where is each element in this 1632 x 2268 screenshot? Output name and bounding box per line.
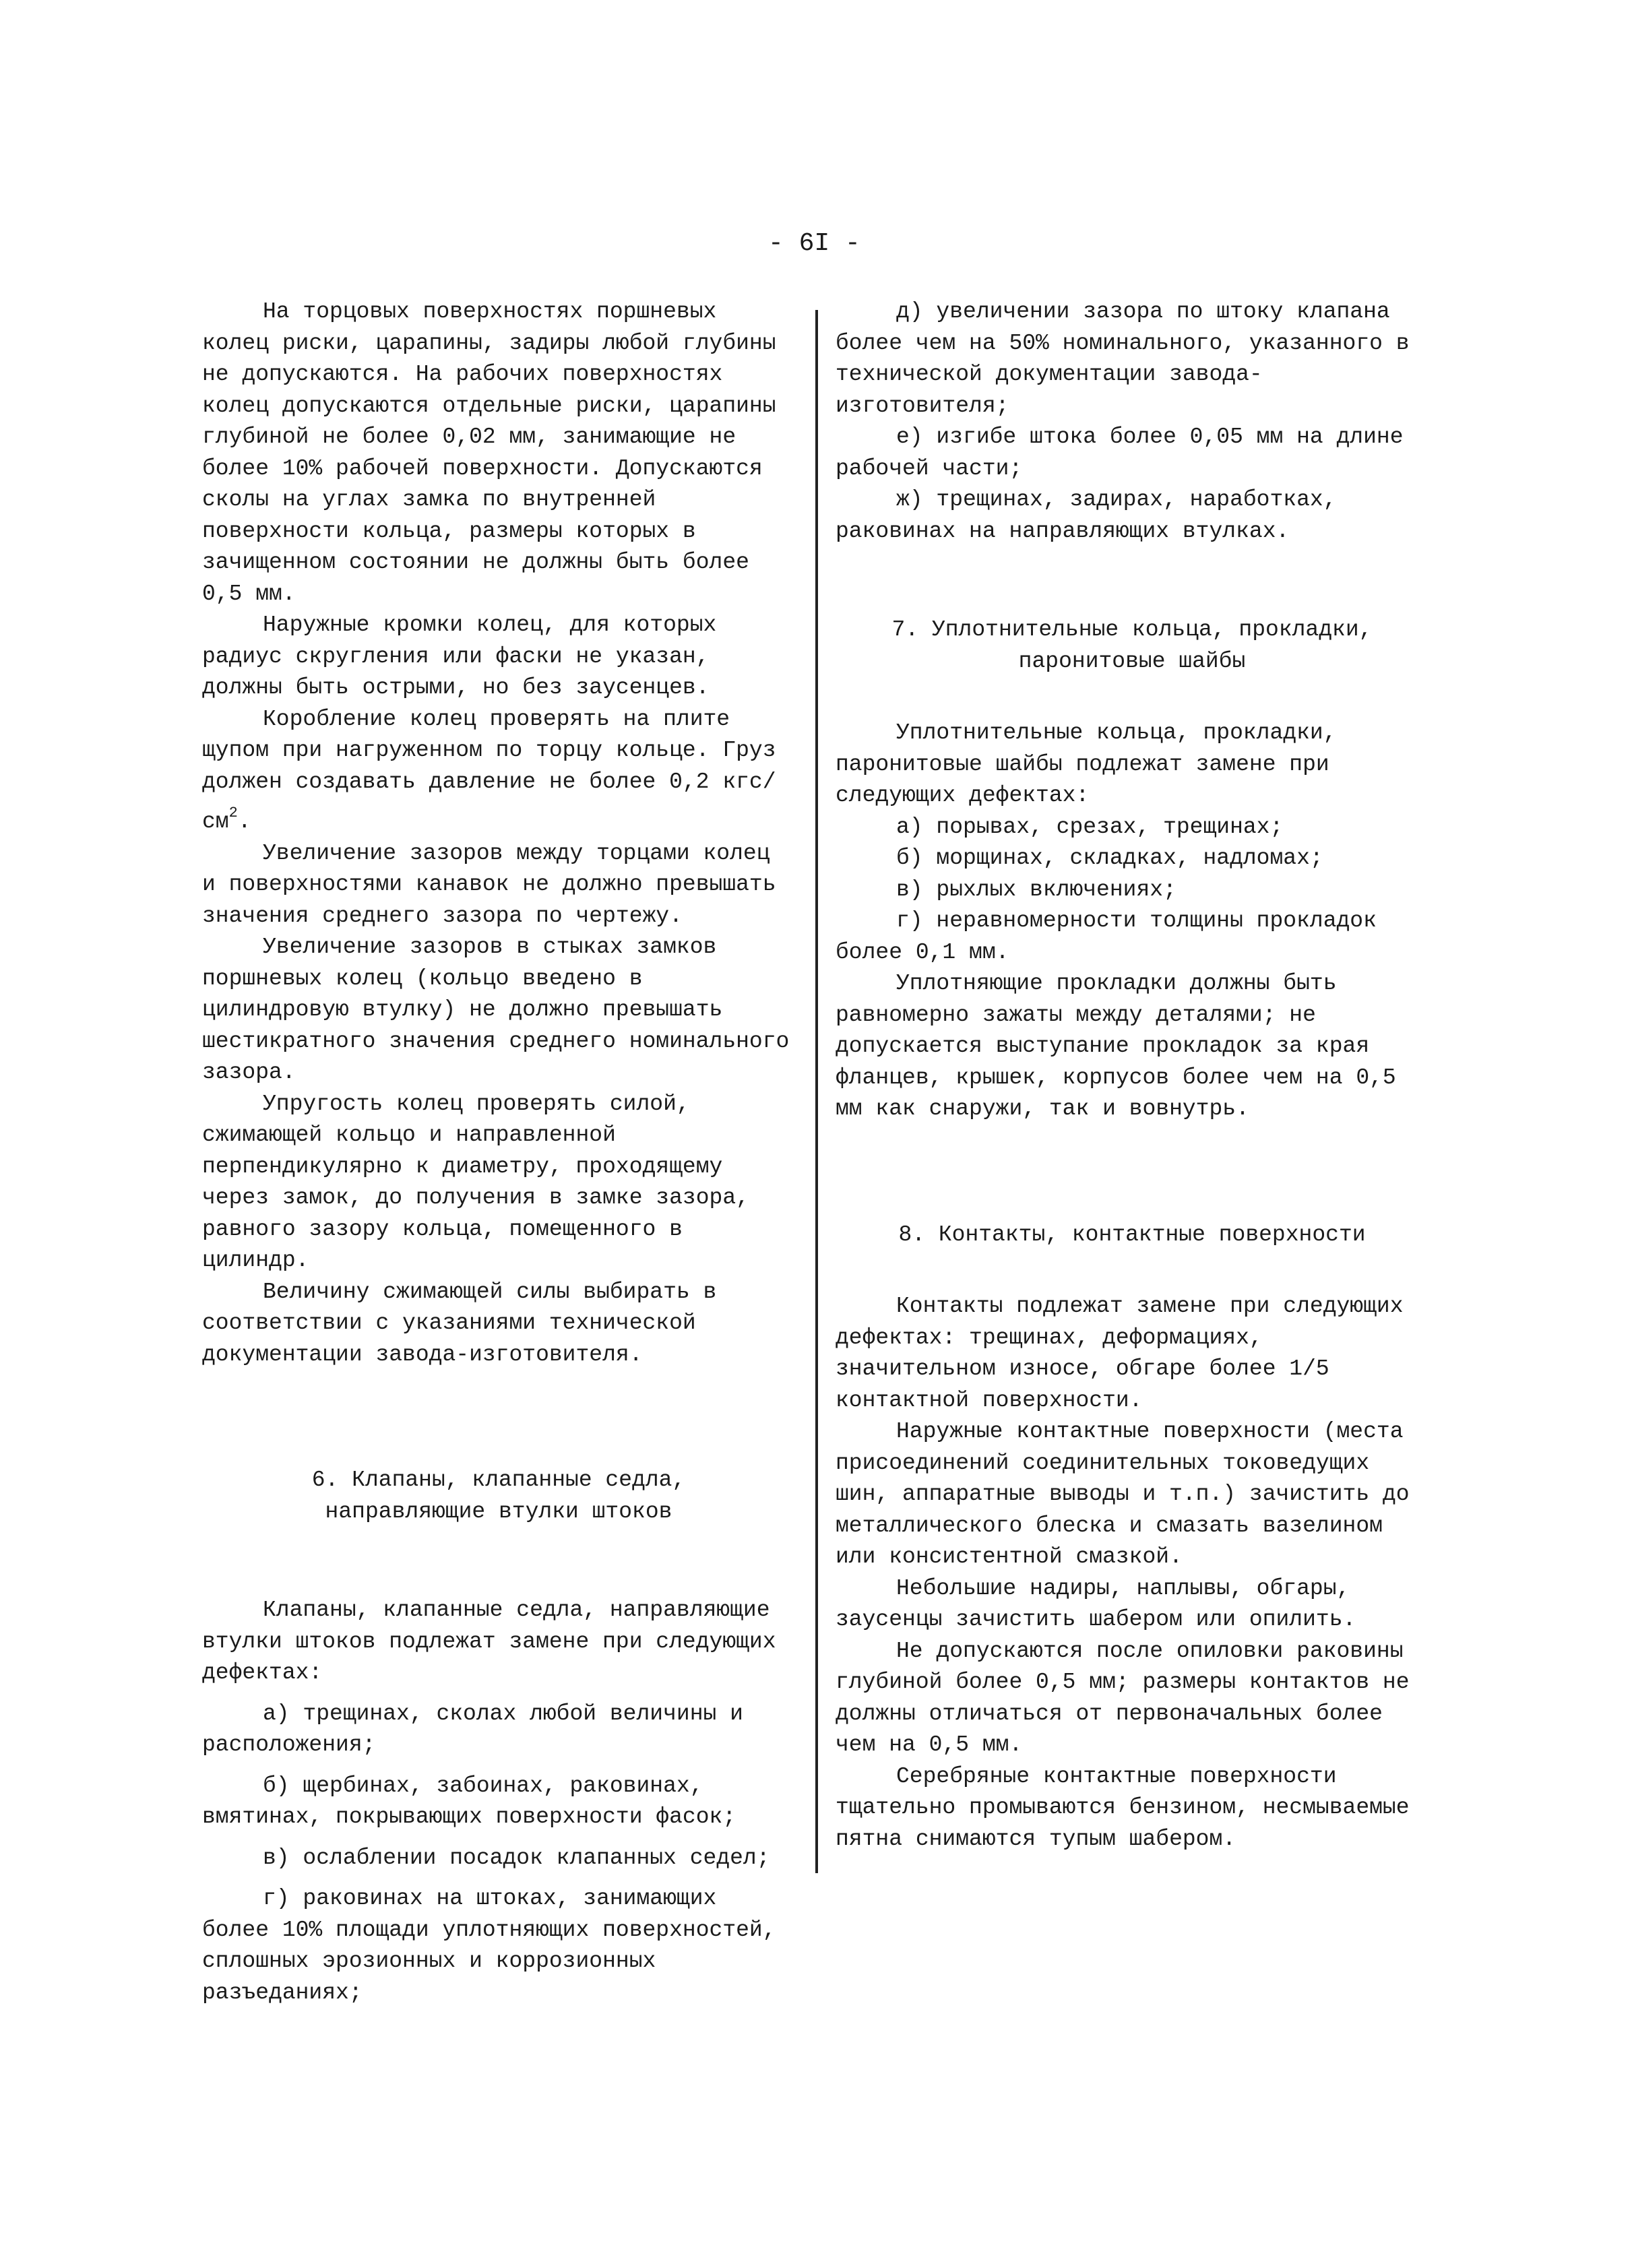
column-divider bbox=[815, 310, 818, 1873]
paragraph: Серебряные контактные поверхности тщательно промываются бензином, несмываемые пятна снимаются тупым шабером. bbox=[836, 1763, 1410, 1852]
page-number: - 6I - bbox=[768, 229, 860, 258]
section-heading-7-line2: паронитовые шайбы bbox=[1018, 648, 1246, 674]
list-item: ж) трещинах, задирах, наработках, раковинах на направляющих втулках. bbox=[836, 487, 1337, 544]
list-item: б) щербинах, забоинах, раковинах, вмятинах, покрывающих поверхности фасок; bbox=[202, 1773, 736, 1829]
paragraph bbox=[202, 704, 795, 838]
list-item: в) ослаблении посадок клапанных седел; bbox=[263, 1845, 770, 1870]
section-heading-6-line1: 6. Клапаны, клапанные седла, bbox=[311, 1468, 686, 1492]
superscript: 2 bbox=[228, 805, 238, 821]
paragraph-end: . bbox=[237, 809, 251, 834]
list-item: г) раковинах на штоках, занимающих более 10% площади уплотняющих поверхностей, сплошных эрозионных и коррозионных разъеданиях; bbox=[202, 1886, 776, 2005]
paragraph: Увеличение зазоров между торцами колец и поверхностями канавок не должно превышать значения среднего зазора по чертежу. bbox=[202, 840, 776, 928]
section-heading-6-line2: направляющие втулки штоков bbox=[325, 1499, 672, 1524]
paragraph: Упругость колец проверять силой, сжимающей кольцо и направленной перпендикулярно к диаметру, проходящему через замок, до получения в замке зазора, равного зазору кольца, помещенного в цилиндр. bbox=[202, 1091, 749, 1273]
paragraph: Уплотняющие прокладки должны быть равномерно зажаты между деталями; не допускается выступание прокладок за края фланцев, крышек, корпусов более чем на 0,5 мм как снаружи, так и вовнутрь. bbox=[836, 971, 1396, 1121]
list-item: д) увеличении зазора по штоку клапана более чем на 50% номинального, указанного в технической документации завода-изготовителя; bbox=[836, 299, 1410, 418]
section-heading-7-line1: 7. Уплотнительные кольца, прокладки, bbox=[891, 617, 1373, 642]
paragraph: Увеличение зазоров в стыках замков поршневых колец (кольцо введено в цилиндровую втулку) не должно превышать шестикратного значения среднего номинального зазора. bbox=[202, 935, 790, 1085]
list-item: в) рыхлых включениях; bbox=[896, 877, 1176, 902]
list-item: г) неравномерности толщины прокладок более 0,1 мм. bbox=[836, 908, 1377, 965]
paragraph: Небольшие надиры, наплывы, обгары, заусенцы зачистить шабером или опилить. bbox=[836, 1575, 1356, 1632]
paragraph: Величину сжимающей силы выбирать в соответствии с указаниями технической документации завода-изготовителя. bbox=[202, 1279, 717, 1367]
section-heading-8: 8. Контакты, контактные поверхности bbox=[898, 1222, 1366, 1247]
list-item: а) трещинах, сколах любой величины и расположения; bbox=[202, 1701, 743, 1757]
paragraph: Не допускаются после опиловки раковины глубиной более 0,5 мм; размеры контактов не должны отличаться от первоначальных более чем на 0,5 мм. bbox=[836, 1638, 1410, 1757]
paragraph: Уплотнительные кольца, прокладки, паронитовые шайбы подлежат замене при следующих дефектах: bbox=[836, 720, 1337, 808]
paragraph: На торцовых поверхностях поршневых колец риски, царапины, задиры любой глубины не допускаются. На рабочих поверхностях колец допускаются отдельные риски, царапины глубиной не более 0,02 мм, занимающие не более 10% рабочей поверхности. Допускаются сколы на углах замка по внутренней поверхности кольца, размеры которых в зачищенном состоянии не должны быть более 0,5 мм. bbox=[202, 299, 776, 606]
paragraph: Клапаны, клапанные седла, направляющие втулки штоков подлежат замене при следующих дефектах: bbox=[202, 1598, 776, 1685]
list-item: а) порывах, срезах, трещинах; bbox=[896, 814, 1284, 840]
paragraph: Контакты подлежат замене при следующих дефектах: трещинах, деформациях, значительном износе, обгаре более 1/5 контактной поверхности. bbox=[836, 1294, 1404, 1413]
list-item: е) изгибе штока более 0,05 мм на длине рабочей части; bbox=[836, 424, 1404, 481]
paragraph-text: Коробление колец проверять на плите щупом при нагруженном по торцу кольце. Груз должен создавать давление не более 0,2 кгс/см bbox=[202, 706, 776, 834]
left-column bbox=[202, 296, 795, 2009]
paragraph: Наружные кромки колец, для которых радиус скругления или фаски не указан, должны быть острыми, но без заусенцев. bbox=[202, 612, 717, 700]
paragraph: Наружные контактные поверхности (места присоединений соединительных токоведущих шин, аппаратные выводы и т.п.) зачистить до металлического блеска и смазать вазелином или консистентной смазкой. bbox=[836, 1419, 1410, 1569]
list-item: б) морщинах, складках, надломах; bbox=[896, 846, 1323, 871]
right-column bbox=[836, 296, 1429, 1855]
